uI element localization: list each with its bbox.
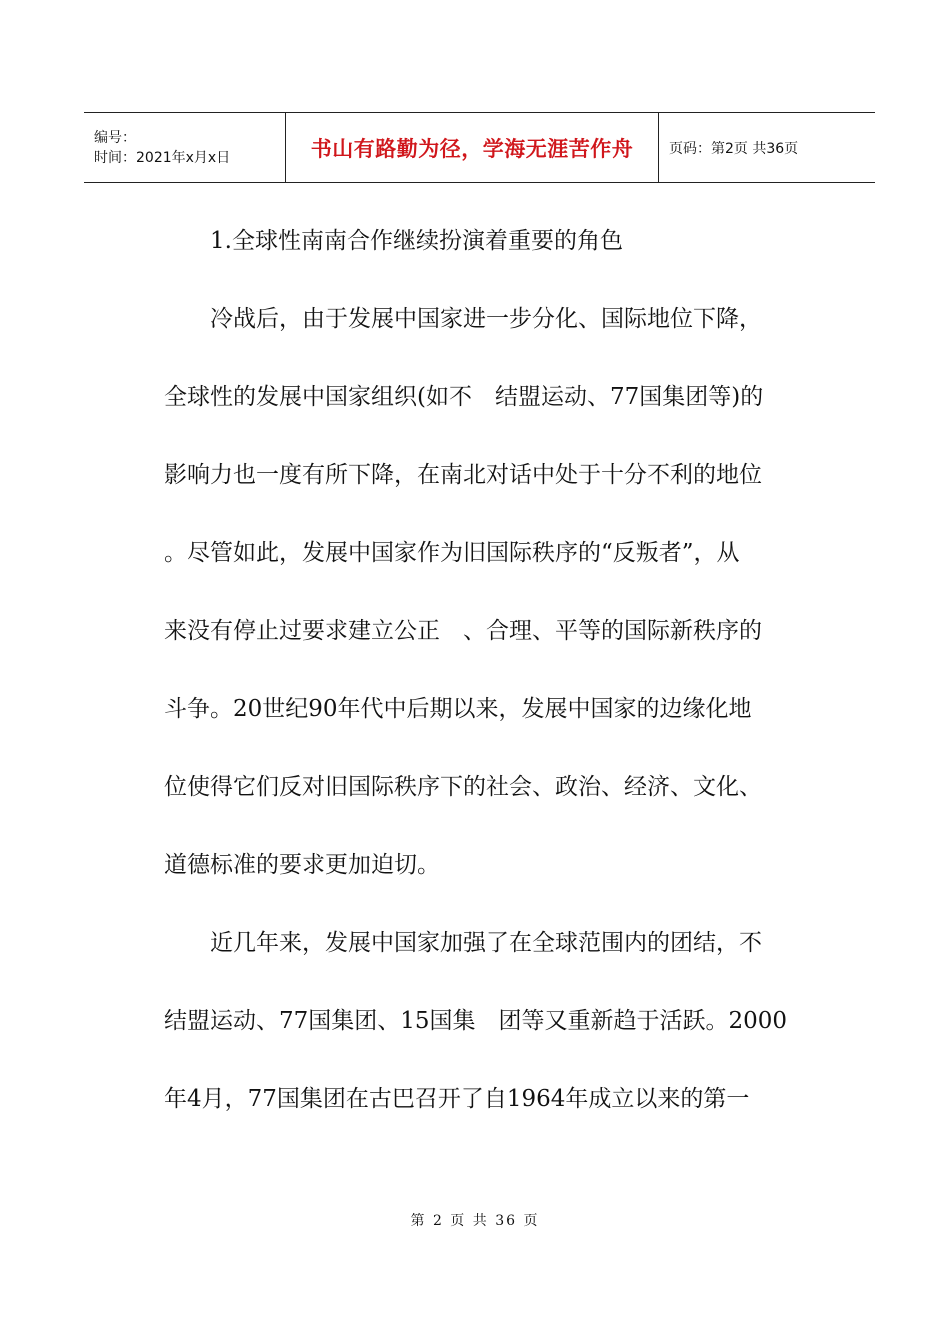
header-motto: 书山有路勤为径，学海无涯苦作舟 (310, 136, 634, 161)
paragraph-line: 影响力也一度有所下降，在南北对话中处于十分不利的地位 (164, 462, 762, 488)
paragraph-line: 来没有停止过要求建立公正 、合理、平等的国际新秩序的 (164, 618, 762, 644)
paragraph-1 (164, 300, 804, 884)
header-meta (84, 113, 285, 182)
header-page-cell (659, 113, 875, 182)
header-page-label: 页码：第2页 共36页 (669, 140, 799, 157)
document-date-label: 时间：2021年x月x日 (94, 149, 231, 166)
paragraph-line: 近几年来，发展中国家加强了在全球范围内的团结，不 (210, 930, 762, 956)
paragraph-line: 斗争。20世纪90年代中后期以来，发展中国家的边缘化地 (164, 696, 752, 722)
paragraph-line: 道德标准的要求更加迫切。 (164, 852, 440, 878)
document-header (84, 112, 875, 183)
paragraph-line: 位使得它们反对旧国际秩序下的社会、政治、经济、文化、 (164, 774, 762, 800)
page-footer: 第 2 页 共 36 页 (410, 1213, 540, 1229)
paragraph-line: 冷战后，由于发展中国家进一步分化、国际地位下降， (210, 306, 762, 332)
section-heading: 1.全球性南南合作继续扮演着重要的角色 (210, 228, 623, 254)
header-motto-cell (285, 113, 659, 182)
paragraph-line: 全球性的发展中国家组织(如不 结盟运动、77国集团等)的 (164, 384, 764, 410)
document-number-label: 编号： (94, 129, 136, 146)
paragraph-line: 。尽管如此，发展中国家作为旧国际秩序的“反叛者”，从 (164, 540, 740, 566)
paragraph-2 (164, 924, 804, 1118)
document-body (164, 222, 804, 1158)
paragraph-line: 结盟运动、77国集团、15国集 团等又重新趋于活跃。2000 (164, 1008, 788, 1034)
paragraph-line: 年4月，77国集团在古巴召开了自1964年成立以来的第一 (164, 1086, 750, 1112)
